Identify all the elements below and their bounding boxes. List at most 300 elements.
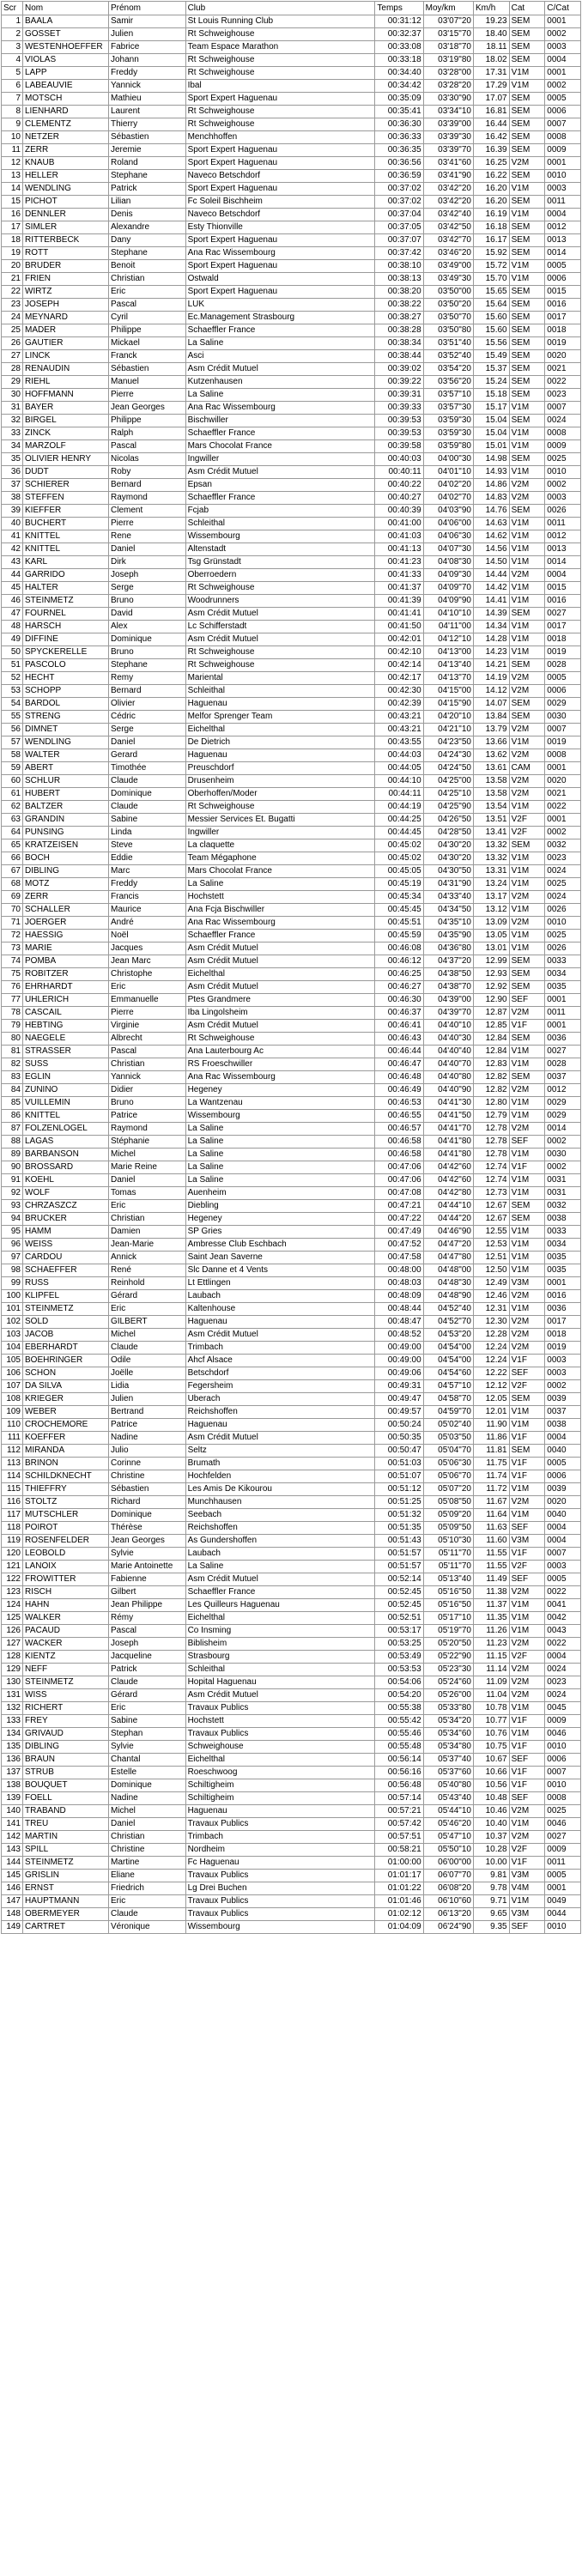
cell-cat: V1M (509, 1110, 545, 1123)
cell-ccat: 0029 (545, 1097, 581, 1110)
cell-cat: V2M (509, 1831, 545, 1844)
cell-cat: SEM (509, 981, 545, 994)
cell-scr: 50 (2, 646, 23, 659)
cell-ccat: 0002 (545, 1161, 581, 1174)
cell-cat: SEM (509, 1445, 545, 1458)
cell-cat: V2M (509, 1638, 545, 1651)
cell-club: Ana Rac Wissembourg (185, 247, 375, 260)
cell-kmh: 15.56 (473, 337, 509, 350)
table-row (2, 814, 581, 827)
cell-kmh: 14.12 (473, 685, 509, 698)
cell-ccat: 0016 (545, 595, 581, 608)
cell-cat: V1M (509, 736, 545, 749)
cell-ccat: 0023 (545, 389, 581, 402)
cell-cat: SEM (509, 54, 545, 67)
cell-nom: GRANDIN (23, 814, 109, 827)
cell-scr: 69 (2, 891, 23, 904)
cell-club: Schleithal (185, 1664, 375, 1676)
cell-nom: VIOLAS (23, 54, 109, 67)
table-row (2, 1252, 581, 1264)
cell-club: Menchhoffen (185, 131, 375, 144)
cell-prenom: Julien (109, 28, 186, 41)
cell-scr: 89 (2, 1149, 23, 1161)
cell-club: Haguenau (185, 749, 375, 762)
table-row (2, 762, 581, 775)
cell-prenom: Véronique (109, 1921, 186, 1934)
table-row (2, 518, 581, 530)
cell-prenom: Albrecht (109, 1033, 186, 1046)
cell-club: Asm Crédit Mutuel (185, 955, 375, 968)
cell-ccat: 0020 (545, 1496, 581, 1509)
cell-kmh: 12.99 (473, 955, 509, 968)
cell-temps: 00:41:37 (375, 582, 423, 595)
cell-prenom: Lidia (109, 1380, 186, 1393)
cell-moy: 04'10"10 (423, 608, 473, 621)
table-row (2, 1792, 581, 1805)
cell-nom: EHRHARDT (23, 981, 109, 994)
cell-prenom: Olivier (109, 698, 186, 711)
cell-scr: 46 (2, 595, 23, 608)
cell-temps: 00:53:17 (375, 1625, 423, 1638)
cell-nom: BRUCKER (23, 1213, 109, 1226)
cell-club: Hochstett (185, 891, 375, 904)
table-row (2, 1844, 581, 1857)
table-row (2, 1715, 581, 1728)
cell-temps: 00:43:55 (375, 736, 423, 749)
cell-kmh: 12.50 (473, 1264, 509, 1277)
cell-kmh: 11.26 (473, 1625, 509, 1638)
cell-temps: 00:31:12 (375, 15, 423, 28)
cell-temps: 00:33:08 (375, 41, 423, 54)
column-header-nom: Nom (23, 2, 109, 15)
cell-cat: V1M (509, 1264, 545, 1277)
cell-cat: SEM (509, 1213, 545, 1226)
cell-club: Travaux Publics (185, 1818, 375, 1831)
cell-temps: 00:55:46 (375, 1728, 423, 1741)
cell-club: Messier Services Et. Bugatti (185, 814, 375, 827)
cell-club: Lc Schifferstadt (185, 621, 375, 633)
cell-ccat: 0029 (545, 698, 581, 711)
cell-scr: 56 (2, 724, 23, 736)
cell-moy: 04'42"80 (423, 1187, 473, 1200)
cell-prenom: Patrick (109, 1664, 186, 1676)
cell-club: Hegeney (185, 1213, 375, 1226)
cell-scr: 67 (2, 865, 23, 878)
cell-nom: MARIE (23, 943, 109, 955)
cell-prenom: Stephane (109, 659, 186, 672)
table-row (2, 80, 581, 93)
cell-nom: THIEFFRY (23, 1483, 109, 1496)
cell-prenom: Annick (109, 1252, 186, 1264)
cell-cat: V1M (509, 865, 545, 878)
cell-club: Ibal (185, 80, 375, 93)
cell-kmh: 18.40 (473, 28, 509, 41)
cell-temps: 00:38:28 (375, 324, 423, 337)
cell-ccat: 0027 (545, 1831, 581, 1844)
cell-cat: V3M (509, 1277, 545, 1290)
cell-prenom: Pierre (109, 389, 186, 402)
cell-nom: HECHT (23, 672, 109, 685)
cell-scr: 51 (2, 659, 23, 672)
cell-temps: 00:37:02 (375, 196, 423, 209)
cell-scr: 87 (2, 1123, 23, 1136)
table-row (2, 1496, 581, 1509)
cell-scr: 60 (2, 775, 23, 788)
cell-temps: 00:52:45 (375, 1599, 423, 1612)
cell-cat: V2M (509, 1123, 545, 1136)
cell-ccat: 0019 (545, 736, 581, 749)
cell-moy: 03'50"00 (423, 286, 473, 299)
cell-scr: 149 (2, 1921, 23, 1934)
cell-nom: PUNSING (23, 827, 109, 839)
cell-temps: 00:46:58 (375, 1149, 423, 1161)
cell-nom: BROSSARD (23, 1161, 109, 1174)
cell-prenom: Christian (109, 273, 186, 286)
cell-ccat: 0003 (545, 492, 581, 505)
cell-moy: 05'08"50 (423, 1496, 473, 1509)
cell-prenom: Francis (109, 891, 186, 904)
cell-moy: 04'02"20 (423, 479, 473, 492)
cell-moy: 04'40"40 (423, 1046, 473, 1058)
cell-prenom: Stephan (109, 1728, 186, 1741)
cell-club: Ana Fcja Bischwiller (185, 904, 375, 917)
cell-prenom: Christophe (109, 968, 186, 981)
cell-scr: 62 (2, 801, 23, 814)
cell-moy: 05'26"00 (423, 1689, 473, 1702)
cell-cat: V1M (509, 943, 545, 955)
cell-club: Mariental (185, 672, 375, 685)
cell-club: Team Espace Marathon (185, 41, 375, 54)
cell-nom: KNITTEL (23, 1110, 109, 1123)
cell-kmh: 9.65 (473, 1908, 509, 1921)
table-row (2, 1767, 581, 1779)
cell-moy: 03'28"20 (423, 80, 473, 93)
cell-kmh: 12.82 (473, 1084, 509, 1097)
table-row (2, 1264, 581, 1277)
cell-temps: 00:37:04 (375, 209, 423, 221)
cell-ccat: 0008 (545, 427, 581, 440)
cell-kmh: 11.90 (473, 1419, 509, 1432)
cell-nom: KNITTEL (23, 543, 109, 556)
cell-cat: V1M (509, 1895, 545, 1908)
cell-moy: 04'35"10 (423, 917, 473, 930)
cell-prenom: Pascal (109, 299, 186, 312)
cell-club: Asm Crédit Mutuel (185, 1020, 375, 1033)
cell-ccat: 0002 (545, 1136, 581, 1149)
cell-prenom: Yannick (109, 1071, 186, 1084)
table-row (2, 1535, 581, 1548)
cell-nom: DENNLER (23, 209, 109, 221)
cell-moy: 03'54"20 (423, 363, 473, 376)
cell-club: La Saline (185, 389, 375, 402)
cell-club: RS Froeschwiller (185, 1058, 375, 1071)
cell-scr: 29 (2, 376, 23, 389)
cell-cat: SEF (509, 1573, 545, 1586)
cell-cat: V2M (509, 724, 545, 736)
cell-ccat: 0007 (545, 1548, 581, 1561)
cell-nom: KOEHL (23, 1174, 109, 1187)
cell-club: La claquette (185, 839, 375, 852)
cell-nom: SPYCKERELLE (23, 646, 109, 659)
cell-temps: 00:42:39 (375, 698, 423, 711)
cell-nom: LINCK (23, 350, 109, 363)
table-row (2, 968, 581, 981)
cell-nom: FRIEN (23, 273, 109, 286)
cell-kmh: 12.31 (473, 1303, 509, 1316)
cell-ccat: 0038 (545, 1419, 581, 1432)
cell-cat: SEM (509, 1200, 545, 1213)
cell-moy: 05'34"20 (423, 1715, 473, 1728)
cell-scr: 65 (2, 839, 23, 852)
cell-nom: SCHON (23, 1367, 109, 1380)
cell-moy: 05'16"50 (423, 1599, 473, 1612)
cell-scr: 84 (2, 1084, 23, 1097)
table-row (2, 556, 581, 569)
cell-cat: V1M (509, 1728, 545, 1741)
cell-cat: V1M (509, 1187, 545, 1200)
column-header-temps: Temps (375, 2, 423, 15)
cell-cat: V2M (509, 1007, 545, 1020)
cell-temps: 00:55:38 (375, 1702, 423, 1715)
cell-kmh: 12.79 (473, 1110, 509, 1123)
cell-club: Betschdorf (185, 1367, 375, 1380)
cell-temps: 00:46:12 (375, 955, 423, 968)
cell-scr: 30 (2, 389, 23, 402)
cell-kmh: 15.18 (473, 389, 509, 402)
cell-cat: V1F (509, 1857, 545, 1870)
cell-nom: HARSCH (23, 621, 109, 633)
cell-kmh: 16.39 (473, 144, 509, 157)
cell-kmh: 14.76 (473, 505, 509, 518)
cell-ccat: 0027 (545, 1046, 581, 1058)
cell-club: Trimbach (185, 1831, 375, 1844)
cell-scr: 104 (2, 1342, 23, 1355)
cell-cat: V1M (509, 1612, 545, 1625)
cell-prenom: Sébastien (109, 131, 186, 144)
cell-scr: 141 (2, 1818, 23, 1831)
cell-scr: 99 (2, 1277, 23, 1290)
cell-prenom: Julien (109, 1393, 186, 1406)
cell-prenom: Martine (109, 1857, 186, 1870)
cell-scr: 18 (2, 234, 23, 247)
table-row (2, 1728, 581, 1741)
cell-prenom: Joseph (109, 1638, 186, 1651)
cell-ccat: 0039 (545, 1483, 581, 1496)
cell-ccat: 0010 (545, 1921, 581, 1934)
cell-moy: 05'22"90 (423, 1651, 473, 1664)
cell-nom: STEINMETZ (23, 595, 109, 608)
cell-moy: 04'39"00 (423, 994, 473, 1007)
cell-scr: 98 (2, 1264, 23, 1277)
cell-temps: 00:55:48 (375, 1741, 423, 1754)
cell-prenom: Pascal (109, 1625, 186, 1638)
cell-moy: 04'53"20 (423, 1329, 473, 1342)
cell-club: Uberach (185, 1393, 375, 1406)
table-row (2, 286, 581, 299)
cell-scr: 54 (2, 698, 23, 711)
cell-cat: SEM (509, 28, 545, 41)
cell-kmh: 17.07 (473, 93, 509, 106)
cell-moy: 03'42"20 (423, 183, 473, 196)
cell-nom: KIENTZ (23, 1651, 109, 1664)
cell-temps: 00:54:20 (375, 1689, 423, 1702)
cell-club: Diebling (185, 1200, 375, 1213)
cell-temps: 00:49:31 (375, 1380, 423, 1393)
cell-cat: V2M (509, 1290, 545, 1303)
cell-ccat: 0012 (545, 1084, 581, 1097)
cell-temps: 00:44:45 (375, 827, 423, 839)
cell-cat: V1M (509, 1818, 545, 1831)
cell-cat: SEM (509, 711, 545, 724)
cell-nom: SUSS (23, 1058, 109, 1071)
cell-nom: EGLIN (23, 1071, 109, 1084)
cell-kmh: 15.04 (473, 427, 509, 440)
cell-cat: SEM (509, 234, 545, 247)
cell-club: Trimbach (185, 1342, 375, 1355)
table-row (2, 672, 581, 685)
cell-cat: V1M (509, 530, 545, 543)
cell-moy: 04'25"00 (423, 775, 473, 788)
cell-club: Slc Danne et 4 Vents (185, 1264, 375, 1277)
cell-ccat: 0035 (545, 1264, 581, 1277)
cell-temps: 00:45:34 (375, 891, 423, 904)
cell-temps: 00:46:57 (375, 1123, 423, 1136)
table-row (2, 827, 581, 839)
cell-kmh: 10.28 (473, 1844, 509, 1857)
cell-temps: 01:01:17 (375, 1870, 423, 1882)
cell-prenom: Nadine (109, 1432, 186, 1445)
table-row (2, 157, 581, 170)
cell-moy: 04'41"30 (423, 1097, 473, 1110)
cell-moy: 04'57"10 (423, 1380, 473, 1393)
table-row (2, 904, 581, 917)
cell-temps: 00:34:42 (375, 80, 423, 93)
cell-scr: 122 (2, 1573, 23, 1586)
cell-club: Sport Expert Haguenau (185, 157, 375, 170)
table-row (2, 67, 581, 80)
cell-cat: V1M (509, 402, 545, 415)
cell-ccat: 0034 (545, 968, 581, 981)
cell-nom: RITTERBECK (23, 234, 109, 247)
cell-kmh: 11.67 (473, 1496, 509, 1509)
cell-nom: SCHOPP (23, 685, 109, 698)
cell-nom: LAGAS (23, 1136, 109, 1149)
cell-temps: 00:53:53 (375, 1664, 423, 1676)
cell-kmh: 12.28 (473, 1329, 509, 1342)
cell-nom: KRIEGER (23, 1393, 109, 1406)
cell-club: Les Quilleurs Haguenau (185, 1599, 375, 1612)
cell-club: Biblisheim (185, 1638, 375, 1651)
cell-moy: 06'08"20 (423, 1882, 473, 1895)
cell-ccat: 0007 (545, 118, 581, 131)
cell-club: Haguenau (185, 1419, 375, 1432)
cell-temps: 00:53:25 (375, 1638, 423, 1651)
cell-ccat: 0005 (545, 93, 581, 106)
cell-ccat: 0001 (545, 994, 581, 1007)
cell-moy: 03'59"80 (423, 440, 473, 453)
cell-club: Fegersheim (185, 1380, 375, 1393)
cell-ccat: 0011 (545, 1857, 581, 1870)
cell-nom: DIMNET (23, 724, 109, 736)
cell-moy: 04'41"50 (423, 1110, 473, 1123)
cell-scr: 119 (2, 1535, 23, 1548)
table-row (2, 1161, 581, 1174)
cell-scr: 135 (2, 1741, 23, 1754)
cell-nom: WENDLING (23, 736, 109, 749)
cell-nom: CLEMENTZ (23, 118, 109, 131)
cell-nom: GRIVAUD (23, 1728, 109, 1741)
cell-cat: SEM (509, 659, 545, 672)
cell-cat: V1F (509, 1741, 545, 1754)
cell-kmh: 13.84 (473, 711, 509, 724)
cell-club: Schleithal (185, 518, 375, 530)
cell-moy: 04'47"20 (423, 1239, 473, 1252)
table-row (2, 312, 581, 324)
cell-prenom: Eric (109, 1200, 186, 1213)
cell-moy: 05'50"10 (423, 1844, 473, 1857)
cell-cat: V2M (509, 685, 545, 698)
cell-club: Rt Schweighouse (185, 106, 375, 118)
cell-ccat: 0021 (545, 363, 581, 376)
cell-kmh: 11.49 (473, 1573, 509, 1586)
cell-temps: 00:48:00 (375, 1264, 423, 1277)
cell-scr: 55 (2, 711, 23, 724)
cell-scr: 115 (2, 1483, 23, 1496)
cell-cat: V1M (509, 466, 545, 479)
table-row (2, 724, 581, 736)
cell-cat: V1M (509, 440, 545, 453)
cell-kmh: 14.93 (473, 466, 509, 479)
cell-moy: 05'23"30 (423, 1664, 473, 1676)
cell-prenom: Dominique (109, 788, 186, 801)
cell-moy: 04'42"60 (423, 1161, 473, 1174)
cell-scr: 16 (2, 209, 23, 221)
table-row (2, 1033, 581, 1046)
cell-kmh: 12.46 (473, 1290, 509, 1303)
cell-club: Schiltigheim (185, 1779, 375, 1792)
cell-kmh: 12.92 (473, 981, 509, 994)
cell-ccat: 0018 (545, 1329, 581, 1342)
column-header-prenom: Prénom (109, 2, 186, 15)
cell-prenom: Friedrich (109, 1882, 186, 1895)
cell-moy: 05'03"50 (423, 1432, 473, 1445)
cell-scr: 110 (2, 1419, 23, 1432)
cell-cat: SEM (509, 363, 545, 376)
cell-nom: VUILLEMIN (23, 1097, 109, 1110)
cell-nom: CARTRET (23, 1921, 109, 1934)
cell-moy: 05'34"80 (423, 1741, 473, 1754)
table-row (2, 1689, 581, 1702)
cell-ccat: 0013 (545, 543, 581, 556)
cell-temps: 00:46:48 (375, 1071, 423, 1084)
cell-nom: ZINCK (23, 427, 109, 440)
cell-prenom: Sylvie (109, 1741, 186, 1754)
cell-scr: 8 (2, 106, 23, 118)
cell-nom: WALKER (23, 1612, 109, 1625)
cell-nom: ZERR (23, 891, 109, 904)
cell-moy: 04'30"20 (423, 839, 473, 852)
cell-moy: 04'06"30 (423, 530, 473, 543)
cell-club: La Saline (185, 1561, 375, 1573)
table-row (2, 1561, 581, 1573)
cell-moy: 06'07"70 (423, 1870, 473, 1882)
table-row (2, 1239, 581, 1252)
cell-ccat: 0029 (545, 1110, 581, 1123)
cell-club: Drusenheim (185, 775, 375, 788)
cell-club: Woodrunners (185, 595, 375, 608)
cell-moy: 04'39"70 (423, 1007, 473, 1020)
cell-cat: V2M (509, 749, 545, 762)
